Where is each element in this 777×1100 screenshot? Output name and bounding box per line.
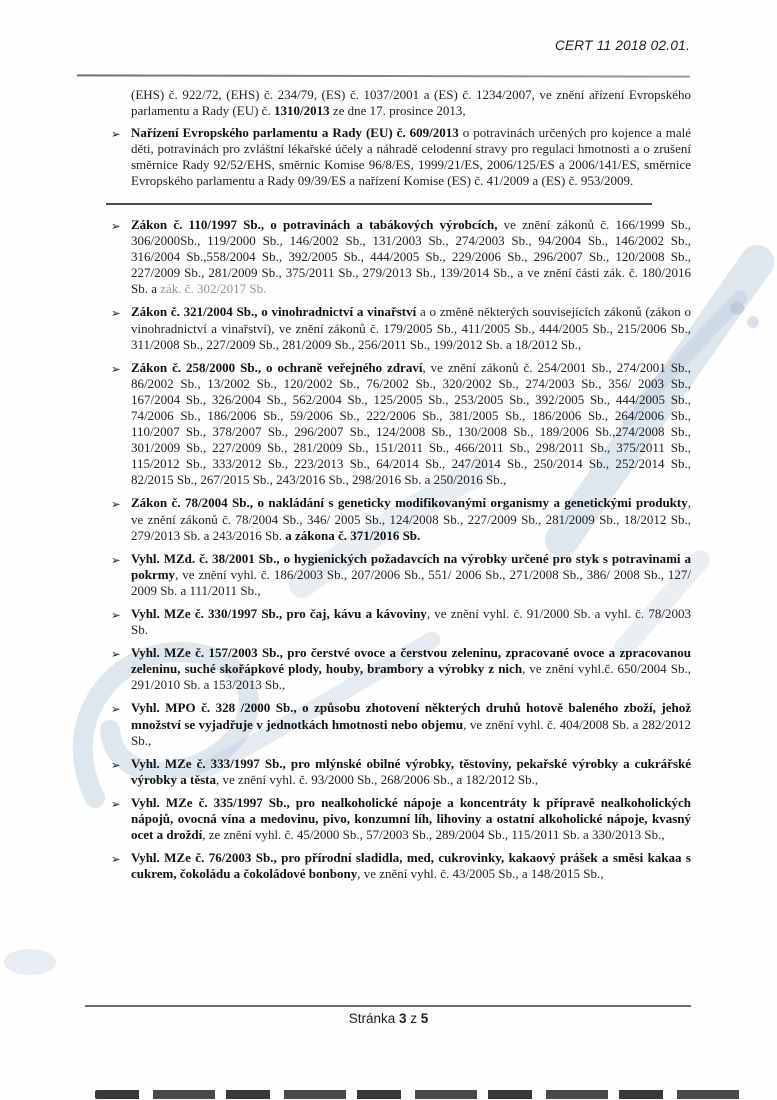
arrow-bullet-icon: ➢ [111, 306, 121, 321]
arrow-bullet-icon: ➢ [111, 218, 121, 233]
text-segment: a zákona č. 371/2016 Sb. [285, 527, 421, 543]
law-item [110, 850, 691, 882]
text-segment: , ve znění vyhl. č. 93/2000 Sb., 268/2006 Sb., a 182/2012 Sb., [215, 771, 539, 787]
text-segment: Vyhl. MPO č. 328 /2000 Sb., o způsobu zhotovení některých druhů hotově baleného zboží, jehož množství se vyjadřuje v jednotkách hmotnosti nebo objemu [131, 700, 691, 732]
text-segment: , ve znění vyhl.č. 650/2004 Sb., 291/2010 Sb. a 153/2013 Sb., [131, 661, 691, 693]
law-item [110, 360, 691, 489]
text-segment: (EHS) č. 922/72, (EHS) č. 234/79, (ES) č. 1037/2001 a (ES) č. 1234/2007, ve znění ařízení Evropského parlamentu a Rady (EU) č. [131, 87, 691, 119]
text-segment: 1310/2013 [273, 103, 330, 119]
text-segment: Vyhl. MZe č. 330/1997 Sb., pro čaj, kávu a kávoviny [131, 606, 427, 622]
text-segment: , ve znění zákonů č. 254/2001 Sb., 274/2001 Sb., 86/2002 Sb., 13/2002 Sb., 120/2002 Sb., 76/2002 Sb., 320/2002 Sb., 274/2003 Sb., 356/ 2003 Sb., 167/2004 Sb., 326/2004 Sb., 562/2004 Sb., 125/2005 Sb., 253/2005 Sb., 392/2005 Sb., 444/2005 Sb., 74/2006 Sb., 186/2006 Sb., 59/2006 Sb., 222/2006 Sb., 381/2005 Sb., 186/2006 Sb., 264/2006 Sb., 110/2007 Sb., 378/2007 Sb., 296/2007 Sb., 124/2008 Sb., 130/2008 Sb., 189/2006 Sb.,274/2008 Sb., 301/2009 Sb., 227/2009 Sb., 281/2009 Sb., 151/2011 Sb., 466/2011 Sb., 298/2011 Sb., 375/2011 Sb., 115/2012 Sb., 333/2012 Sb., 223/2013 Sb., 64/2014 Sb., 247/2014 Sb., 250/2014 Sb., 252/2014 Sb., 82/2015 Sb., 267/2015 Sb., 243/2016 Sb., 298/2016 Sb. a 250/2016 Sb., [131, 359, 691, 488]
page-number-current: 3 [398, 1011, 407, 1026]
arrow-bullet-icon: ➢ [111, 361, 121, 376]
footer-divider [85, 1005, 691, 1007]
law-item [110, 645, 691, 693]
continued-paragraph [110, 87, 691, 119]
text-segment: , ve znění vyhl. č. 186/2003 Sb., 207/2006 Sb., 551/ 2006 Sb., 271/2008 Sb., 386/ 2008 Sb., 127/ 2009 Sb. a 111/2011 Sb., [131, 566, 691, 598]
law-item [110, 125, 691, 189]
page-number-separator: z [406, 1011, 421, 1026]
text-segment: , ve znění zákonů č. 78/2004 Sb., 346/ 2005 Sb., 124/2008 Sb., 227/2009 Sb., 281/2009 Sb., 18/2012 Sb., 279/2013 Sb. a 243/2016 Sb. [131, 495, 691, 543]
page-number-total: 5 [420, 1011, 429, 1026]
law-item [110, 756, 691, 788]
arrow-bullet-icon: ➢ [111, 852, 121, 867]
text-segment: a o změně některých souvisejících zákonů (zákon o vinohradnictví a vinařství), ve znění zákonů č. 179/2005 Sb., 411/2005 Sb., 444/2005 Sb., 215/2006 Sb., 311/2008 Sb., 227/2009 Sb., 281/2009 Sb., 256/2011 Sb., 199/2012 Sb. a 18/2012 Sb., [131, 304, 691, 352]
text-segment: , ve znění vyhl. č. 91/2000 Sb. a vyhl. č. 78/2003 Sb. [131, 606, 691, 638]
scan-edge-artifact [95, 1090, 745, 1099]
text-segment: Nařízení Evropského parlamentu a Rady (EU) č. 609/2013 [131, 125, 459, 141]
law-item [110, 795, 691, 843]
page-number-label: Stránka [348, 1011, 399, 1026]
law-item [110, 606, 691, 638]
header-divider [77, 74, 690, 77]
law-item [110, 551, 691, 599]
text-segment: ze dne 17. prosince 2013, [329, 103, 466, 119]
law-item [110, 217, 691, 297]
arrow-bullet-icon: ➢ [111, 796, 121, 811]
arrow-bullet-icon: ➢ [111, 497, 121, 512]
text-segment: o potravinách určených pro kojence a malé děti, potravinách pro zvláštní lékařské účely a náhradě celodenní stravy pro regulaci hmotnosti a o zrušení směrnice Rady 92/52/EHS, směrnic Komise 96/8/ES, 1999/21/ES, 2006/125/ES a 2006/141/ES, směrnice Evropského parlamentu a Rady 09/39/ES a nařízení Komise (ES) č. 41/2009 a (ES) č. 953/2009. [131, 125, 691, 189]
text-segment: ve znění zákonů č. 166/1999 Sb., 306/2000Sb., 119/2000 Sb., 146/2002 Sb., 131/2003 Sb., 274/2003 Sb., 94/2004 Sb., 146/2002 Sb., 316/2004 Sb.,558/2004 Sb., 392/2005 Sb., 444/2005 Sb., 229/2006 Sb., 296/2007 Sb., 120/2008 Sb., 227/2009 Sb., 281/2009 Sb., 375/2011 Sb., 279/2013 Sb., 139/2014 Sb., a ve znění části zák. č. 180/2016 Sb. a [131, 216, 691, 297]
text-segment: , ze znění vyhl. č. 45/2000 Sb., 57/2003 Sb., 289/2004 Sb., 115/2011 Sb. a 330/2013 Sb., [202, 827, 665, 843]
arrow-bullet-icon: ➢ [111, 757, 121, 772]
law-item [110, 304, 691, 352]
arrow-bullet-icon: ➢ [111, 127, 121, 142]
text-segment: Zákon č. 110/1997 Sb., o potravinách a tabákových výrobcích, [131, 216, 498, 232]
text-segment: zák. č. 302/2017 Sb. [160, 281, 267, 297]
text-segment: Vyhl. MZe č. 76/2003 Sb., pro přírodní sladidla, med, cukrovinky, kakaový prášek a směsi kakaa s cukrem, čokoládu a čokoládové bonbony [131, 850, 691, 882]
arrow-bullet-icon: ➢ [111, 608, 121, 623]
page-number [0, 1011, 777, 1026]
arrow-bullet-icon: ➢ [111, 552, 121, 567]
law-list [110, 87, 691, 889]
document-code: CERT 11 2018 02.01. [554, 38, 690, 53]
text-segment: , ve znění vyhl. č. 404/2008 Sb. a 282/2012 Sb., [131, 716, 691, 748]
text-segment: Zákon č. 258/2000 Sb., o ochraně veřejného zdraví [131, 359, 423, 375]
text-segment: Vyhl. MZe č. 157/2003 Sb., pro čerstvé ovoce a čerstvou zeleninu, zpracované ovoce a zpracovanou zeleninu, suché skořápkové plody, houby, brambory a výrobky z nich [131, 645, 691, 677]
law-item [110, 495, 691, 543]
text-segment: , ve znění vyhl. č. 43/2005 Sb., a 148/2015 Sb., [357, 866, 604, 882]
text-segment: Zákon č. 78/2004 Sb., o nakládání s geneticky modifikovanými organismy a genetickými produkty [131, 495, 688, 511]
text-segment: Vyhl. MZe č. 335/1997 Sb., pro nealkoholické nápoje a koncentráty k přípravě nealkoholických nápojů, ovocná vína a medovinu, pivo, konzumní líh, lihoviny a ostatní alkoholické nápoje, kvasný ocet a droždí [131, 794, 691, 843]
arrow-bullet-icon: ➢ [111, 702, 121, 717]
text-segment: Vyhl. MZe č. 333/1997 Sb., pro mlýnské obilné výrobky, těstoviny, pekařské výrobky a cukrářské výrobky a těsta [131, 755, 691, 787]
law-item [110, 700, 691, 748]
text-segment: Vyhl. MZd. č. 38/2001 Sb., o hygienických požadavcích na výrobky určené pro styk s potravinami a pokrmy [131, 550, 691, 582]
arrow-bullet-icon: ➢ [111, 647, 121, 662]
section-divider [106, 203, 652, 205]
text-segment: Zákon č. 321/2004 Sb., o vinohradnictví a vinařství [131, 304, 417, 320]
